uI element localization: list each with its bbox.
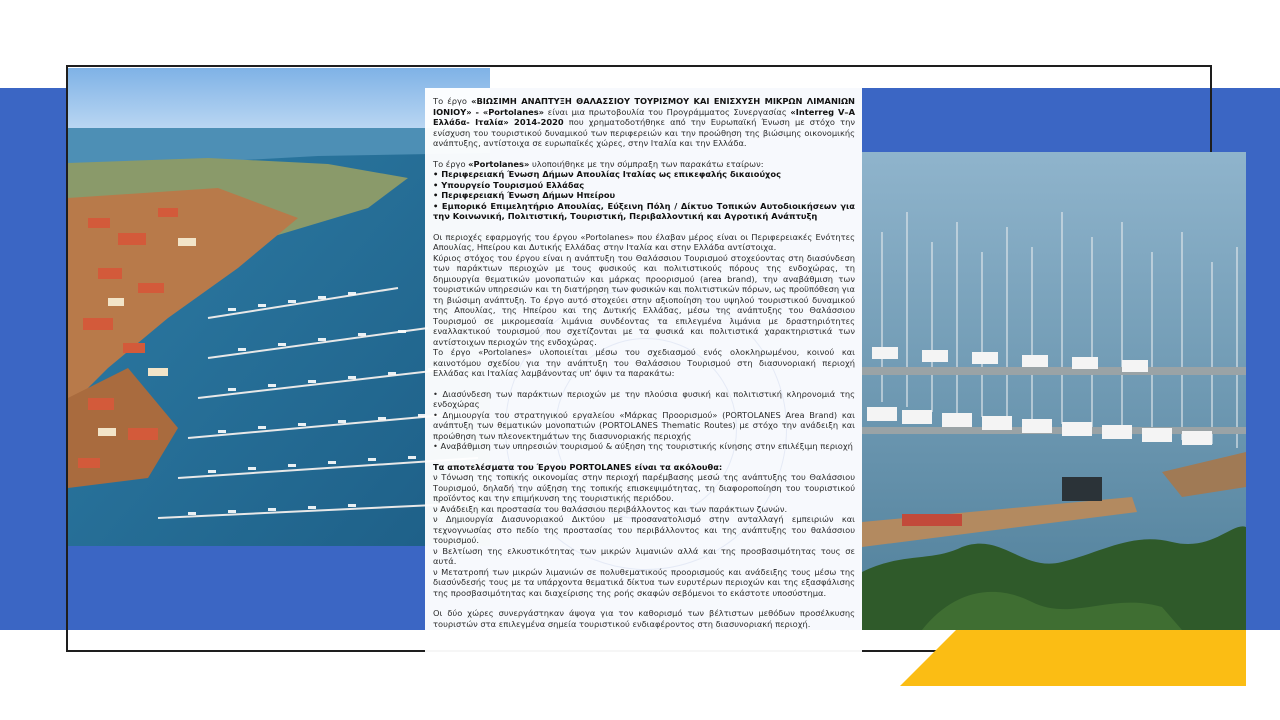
result-item: ν Μετατροπή των μικρών λιμανιών σε πολυθεματικούς προορισμούς και ανάδειξης τους μέσω της διασύνδεσής τους με τα υπάρχοντα θεματικά δίκτυα των ευρυτέρων περιοχών και της εξασφάλισης της προσβασιμότητας και διαχείρισης της ροής σκαφών σεβόμενοι το εκάστοτε υποσύστημα. [433, 566, 855, 598]
goal-paragraph: Κύριος στόχος του έργου είναι η ανάπτυξη του Θαλάσσιου Τουρισμού στοχεύοντας στη διασύνδεση των παράκτιων περιοχών με τους φυσικούς και πολιτιστικούς πόρους της ενδοχώρας, τη δημιουργία θεματικών μονοπατιών και μάρκας προορισμού (area brand), την αναβάθμιση των τουριστικών υπηρεσιών και τη διατήρηση των φυσικών και πολιτιστικών πόρων, ως προϋπόθεση για τη βιώσιμη ανάπτυξη. Το έργο αυτό στοχεύει στην αξιοποίηση του υψηλού τουριστικού δυναμικού της Απουλίας, της Ηπείρου και της Δυτικής Ελλάδας, μέσω της ανάπτυξης του Θαλάσσιου Τουρισμού σε μικρομεσαία λιμάνια συνδέοντας τα επιλεγμένα λιμάνια με δραστηριότητες εναλλακτικού τουρισμού που σχετίζονται με τα φυσικά και πολιτιστικά χαρακτηριστικά των αντίστοιχων περιοχών της ενδοχώρας. [433, 252, 855, 347]
yellow-accent-shape [900, 630, 1246, 686]
partner-item: • Περιφερειακή Ένωση Δήμων Απουλίας Ιταλίας ως επικεφαλής δικαιούχος [433, 169, 782, 179]
sailboat-harbor-photo [862, 152, 1246, 630]
intro-paragraph: Το έργο «ΒΙΩΣΙΜΗ ΑΝΑΠΤΥΞΗ ΘΑΛΑΣΣΙΟΥ ΤΟΥΡΙΣΜΟΥ ΚΑΙ ΕΝΙΣΧΥΣΗ ΜΙΚΡΩΝ ΛΙΜΑΝΙΩΝ ΙΟΝΙΟΥ» - «Portolanes» είναι μια πρωτοβουλία του Προγράμματος Συνεργασίας «Interreg V–A Ελλάδα- Ιταλία» 2014-2020 που χρηματοδοτήθηκε από την Ευρωπαϊκή Ένωση με στόχο την ενίσχυση του τουριστικού δυναμικού των περιφερειών και την προώθηση της βιώσιμης οικονομικής ανάπτυξης, αντίστοιχα σε ευρωπαϊκές χώρες, στην Ιταλία και την Ελλάδα. [433, 96, 855, 148]
partner-item: • Περιφερειακή Ένωση Δήμων Ηπείρου [433, 190, 616, 200]
partner-item: • Εμπορικό Επιμελητήριο Απουλίας, Εύξεινη Πόλη / Δίκτυο Τοπικών Αυτοδιοικήσεων για την Κοινωνική, Πολιτιστική, Τουριστική, Περιβαλλοντική και Αγροτική Ανάπτυξη [433, 200, 855, 221]
action-item: • Διασύνδεση των παράκτιων περιοχών με την πλούσια φυσική και πολιτιστική κληρονομιά της ενδοχώρας [433, 388, 855, 409]
closing-paragraph: Οι δύο χώρες συνεργάστηκαν άψογα για τον καθορισμό των βέλτιστων μεθόδων προσέλκυσης τουριστών στα επιλεγμένα σημεία τουριστικού ενδιαφέροντος στη διασυνοριακή περιοχή. [433, 608, 855, 629]
result-item: ν Τόνωση της τοπικής οικονομίας στην περιοχή παρέμβασης μεσώ της ανάπτυξης του Θαλάσσιου Τουρισμού, δηλαδή την αύξηση της τοπικής επισκεψιμότητας, τη διαφοροποίηση του τουριστικού προϊόντος και την επιμήκυνση της τουριστικής περιόδου. [433, 472, 855, 503]
partner-item: • Υπουργείο Τουρισμού Ελλάδας [433, 179, 585, 190]
result-item: ν Βελτίωση της ελκυστικότητας των μικρών λιμανιών αλλά και της προσβασιμότητας τους σε αυτά. [433, 545, 855, 566]
action-item: • Δημιουργία του στρατηγικού εργαλείου «Μάρκας Προορισμού» (PORTOLANES Area Brand) και ανάπτυξη των θεματικών μονοπατιών (PORTOLANES Thematic Routes) με στόχο την ανάδειξη και προώθηση των πλεονεκτημάτων της διασυνοριακής περιοχής [433, 409, 855, 441]
implementation-paragraph: Το έργο «Portolanes» υλοποιείται μέσω του σχεδιασμού ενός ολοκληρωμένου, κοινού και καινοτόμου σχεδίου για την ανάπτυξη του Θαλάσσιου Τουρισμού στη διασυνοριακή περιοχή Ελλάδας και Ιταλίας λαμβάνοντας υπ' όψιν τα παρακάτω: [433, 347, 855, 378]
result-item: ν Ανάδειξη και προστασία του θαλάσσιου περιβάλλοντος και των παράκτιων ζωνών. [433, 503, 788, 514]
result-item: ν Δημιουργία Διασυνοριακού Δικτύου με προσανατολισμό στην ανταλλαγή εμπειριών και τεχνογνωσίας στο πεδίο της προστασίας του περιβάλλοντος και της ανάπτυξης του θαλάσσιου τουρισμού. [433, 514, 855, 545]
areas-paragraph: Οι περιοχές εφαρμογής του έργου «Portolanes» που έλαβαν μέρος είναι οι Περιφερειακές Ενότητες Απουλίας, Ηπείρου και Δυτικής Ελλάδας στην Ιταλία και στην Ελλάδα αντίστοιχα. [433, 231, 855, 252]
action-item: • Αναβάθμιση των υπηρεσιών τουρισμού & αύξηση της τουριστικής κίνησης στην επιλέξιμη περιοχή [433, 441, 853, 451]
partners-intro: Το έργο «Portolanes» υλοποιήθηκε με την σύμπραξη των παρακάτω εταίρων: [433, 158, 764, 169]
project-description-panel [425, 88, 862, 654]
results-heading: Τα αποτελέσματα του Έργου PORTOLANES είναι τα ακόλουθα: [433, 461, 723, 472]
